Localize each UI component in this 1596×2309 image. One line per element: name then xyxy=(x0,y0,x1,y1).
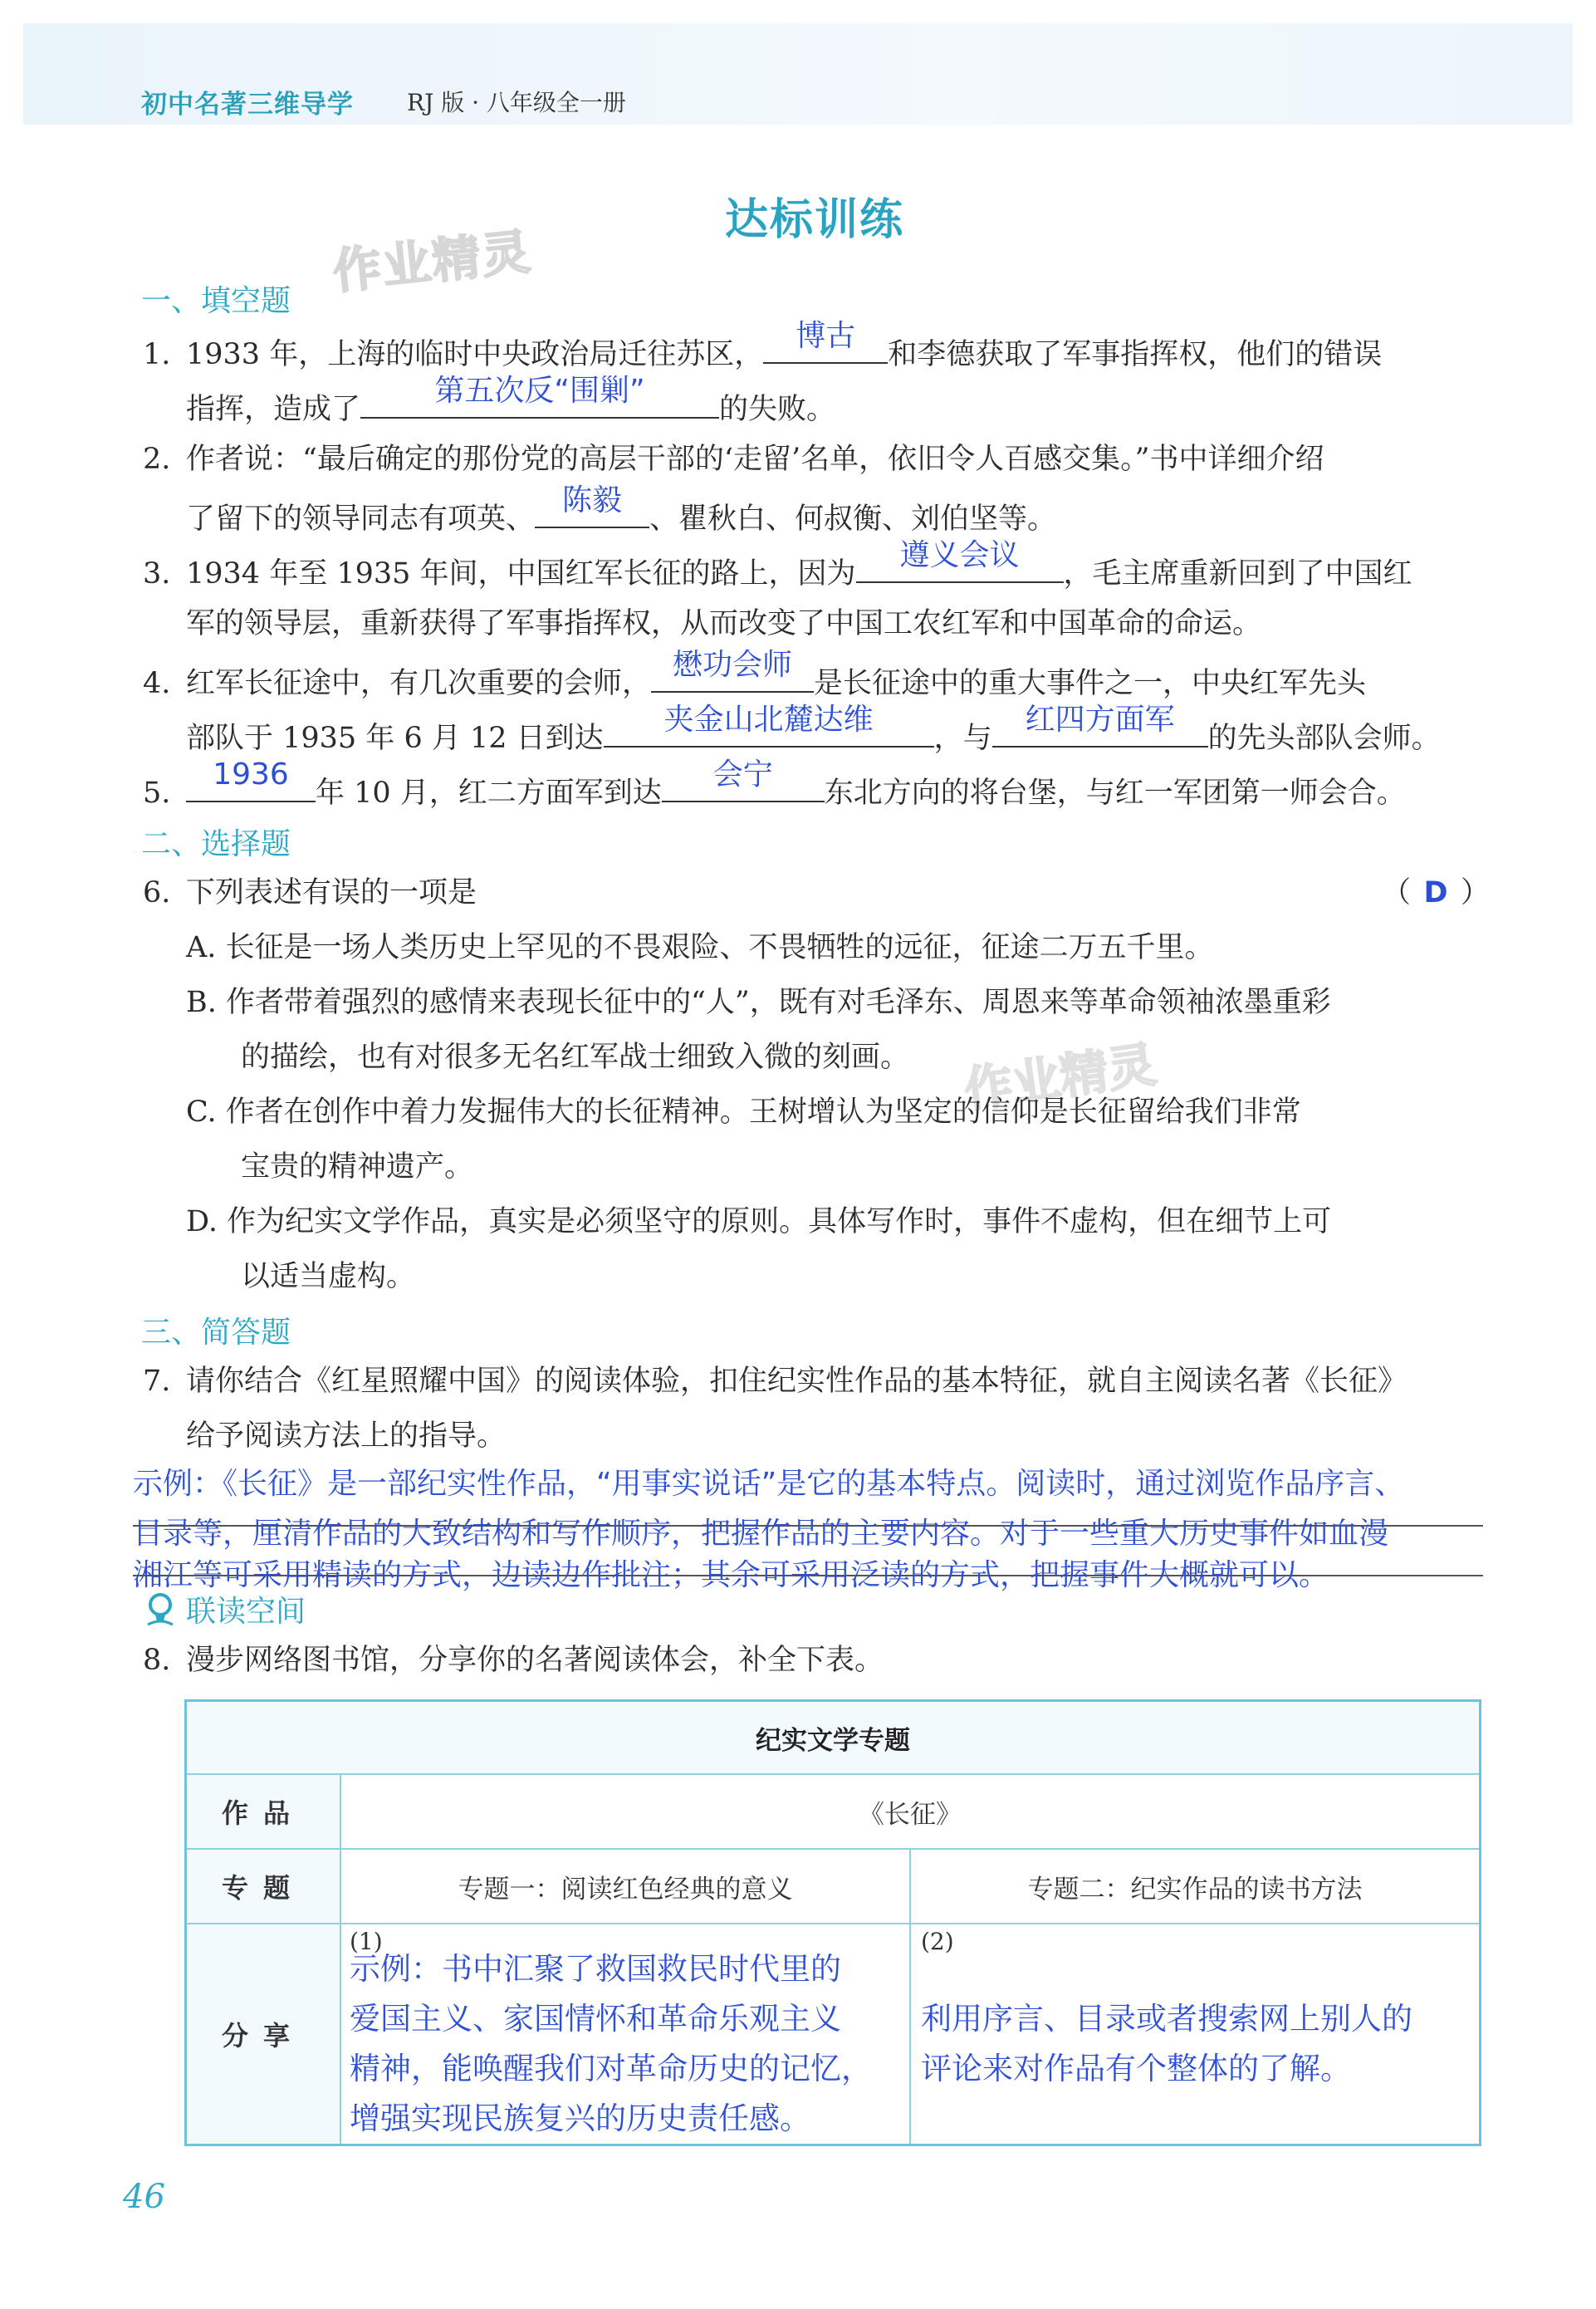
question-text: ，与 xyxy=(933,722,992,755)
answer-blank[interactable] xyxy=(186,757,316,802)
question-number: 6. xyxy=(143,876,171,909)
handwritten-answer: 懋功会师 xyxy=(673,648,793,682)
handwritten-answer: 1936 xyxy=(213,757,289,792)
handwritten-answer: 陈毅 xyxy=(562,483,623,517)
page-number: 46 xyxy=(123,2178,165,2216)
question-4-line-1 xyxy=(143,648,1367,704)
question-6-stem xyxy=(143,872,477,914)
share-number-2: (2) xyxy=(921,1928,954,1955)
option-a[interactable]: A. 长征是一场人类历史上罕见的不畏艰险、不畏牺牲的远征，征途二万五千里。 xyxy=(186,931,1214,964)
question-3-line-2 xyxy=(186,603,1261,645)
question-text: 1933 年，上海的临时中央政治局迁往苏区， xyxy=(186,338,764,371)
share-answer-line: 精神，能唤醒我们对革命历史的记忆， xyxy=(350,2051,872,2086)
option-b-continued: 的描绘，也有对很多无名红军战士细致入微的刻画。 xyxy=(241,1041,910,1074)
answer-7-line-2[interactable]: 目录等，厘清作品的大致结构和写作顺序，把握作品的主要内容。对于一些重大历史事件如血漫 xyxy=(133,1517,1389,1551)
lightbulb-icon xyxy=(141,1590,179,1628)
answer-7-line-3[interactable]: 湘江等可采用精读的方式，边读边作批注；其余可采用泛读的方式，把握事件大概就可以。 xyxy=(133,1558,1329,1592)
answer-blank[interactable] xyxy=(856,538,1064,583)
question-6-answer-paren[interactable] xyxy=(1382,872,1490,914)
book-title: 初中名著三维导学 xyxy=(141,90,354,120)
edition-label: RJ 版 · 八年级全一册 xyxy=(407,89,626,116)
share-number-1: (1) xyxy=(350,1928,383,1955)
option-c[interactable]: C. 作者在创作中着力发掘伟大的长征精神。王树增认为坚定的信仰是长征留给我们非常 xyxy=(186,1096,1301,1129)
question-3-line-1 xyxy=(143,538,1412,595)
question-text: 红军长征途中，有几次重要的会师， xyxy=(186,667,652,700)
handwritten-answer: 红四方面军 xyxy=(1025,703,1175,737)
answer-blank[interactable] xyxy=(651,648,814,693)
question-text: 漫步网络图书馆，分享你的名著阅读体会，补全下表。 xyxy=(186,1644,884,1677)
question-text: 的先头部队会师。 xyxy=(1207,722,1441,755)
option-c-continued: 宝贵的精神遗产。 xyxy=(241,1150,474,1184)
question-number: 1. xyxy=(143,338,171,371)
question-text: 1934 年至 1935 年间，中国红军长征的路上，因为 xyxy=(186,557,856,591)
paren-close: ） xyxy=(1461,876,1491,909)
watermark: 作业精灵 xyxy=(330,223,535,301)
table-title: 纪实文学专题 xyxy=(187,1702,1479,1775)
question-number: 3. xyxy=(143,557,171,591)
question-text: 、瞿秋白、何叔衡、刘伯坚等。 xyxy=(649,502,1057,536)
question-number: 7. xyxy=(143,1365,171,1398)
option-d-continued: 以适当虚构。 xyxy=(241,1260,416,1293)
handwritten-answer: 会宁 xyxy=(712,757,773,792)
share-answer-line: 爱国主义、家国情怀和革命乐观主义 xyxy=(350,2001,841,2037)
question-text: 年 10 月，红二方面军到达 xyxy=(316,777,662,810)
share-answer-line: 增强实现民族复兴的历史责任感。 xyxy=(350,2101,810,2136)
question-text: 请你结合《红星照耀中国》的阅读体验，扣住纪实性作品的基本特征，就自主阅读名著《长征》 xyxy=(186,1365,1408,1398)
question-2-line-2 xyxy=(186,483,1057,540)
choice-answer: D xyxy=(1423,876,1448,909)
question-4-line-2 xyxy=(186,703,1441,759)
section-fill-heading: 一、填空题 xyxy=(141,284,291,318)
question-text: 部队于 1935 年 6 月 12 日到达 xyxy=(186,722,604,755)
section-short-heading: 三、简答题 xyxy=(141,1316,291,1350)
section-link-heading: 联读空间 xyxy=(186,1595,306,1629)
answer-blank[interactable] xyxy=(992,703,1208,748)
answer-blank[interactable] xyxy=(360,374,719,419)
question-text: 作者说：“最后确定的那份党的高层干部的‘走留’名单，依旧令人百感交集。”书中详细介绍 xyxy=(186,443,1324,476)
watermark-secondary: 作业精灵 xyxy=(961,1036,1160,1119)
work-name: 《长征》 xyxy=(341,1775,1479,1850)
topic-two: 专题二：纪实作品的读书方法 xyxy=(911,1850,1479,1924)
answer-7-line-1[interactable]: 示例：《长征》是一部纪实性作品，“用事实说话”是它的基本特点。阅读时，通过浏览作品序言、 xyxy=(133,1467,1405,1501)
answer-blank[interactable] xyxy=(763,319,888,364)
question-text: 的失败。 xyxy=(719,393,836,426)
handwritten-answer: 第五次反“围剿” xyxy=(434,374,645,408)
handwritten-answer: 博古 xyxy=(796,319,856,353)
share-answer-line: 利用序言、目录或者搜索网上别人的 xyxy=(921,2001,1412,2037)
option-d[interactable]: D. 作为纪实文学作品，真实是必须坚守的原则。具体写作时，事件不虚构，但在细节上可 xyxy=(186,1205,1332,1238)
question-text: 和李德获取了军事指挥权，他们的错误 xyxy=(888,338,1383,371)
question-number: 4. xyxy=(143,667,171,700)
row-label-share: 分享 xyxy=(187,1924,341,2144)
answer-blank[interactable] xyxy=(535,483,649,528)
section-choice-heading: 二、选择题 xyxy=(141,827,291,861)
share-answer-2 xyxy=(921,1994,1412,2094)
page-title: 达标训练 xyxy=(724,195,904,245)
paren-open: （ xyxy=(1382,876,1412,909)
question-text: ，毛主席重新回到了中国红 xyxy=(1063,557,1412,591)
topic-one: 专题一：阅读红色经典的意义 xyxy=(341,1850,911,1924)
question-number: 8. xyxy=(143,1644,171,1677)
reading-table xyxy=(184,1699,1481,2146)
row-label-topic: 专题 xyxy=(187,1850,341,1924)
answer-blank[interactable] xyxy=(662,757,825,802)
question-text: 指挥，造成了 xyxy=(186,393,361,426)
question-5-line-1 xyxy=(143,757,1406,814)
question-7-line-2: 给予阅读方法上的指导。 xyxy=(186,1419,507,1453)
question-text: 军的领导层，重新获得了军事指挥权，从而改变了中国工农红军和中国革命的命运。 xyxy=(186,607,1262,640)
share-answer-line: 示例：书中汇聚了救国救民时代里的 xyxy=(350,1951,841,1987)
question-1-line-1 xyxy=(143,319,1383,375)
question-number: 2. xyxy=(143,443,171,476)
share-answer-line: 评论来对作品有个整体的了解。 xyxy=(921,2051,1351,2086)
question-text: 是长征途中的重大事件之一，中央红军先头 xyxy=(814,667,1367,700)
handwritten-answer: 夹金山北麓达维 xyxy=(663,703,874,737)
option-b[interactable]: B. 作者带着强烈的感情来表现长征中的“人”，既有对毛泽东、周恩来等革命领袖浓墨重彩 xyxy=(186,986,1331,1019)
question-text: 了留下的领导同志有项英、 xyxy=(186,502,536,536)
share-answer-1 xyxy=(350,1944,872,2144)
question-text: 东北方向的将台堡，与红一军团第一师会合。 xyxy=(824,777,1406,810)
question-text: 下列表述有误的一项是 xyxy=(186,876,477,909)
question-7-line-1 xyxy=(143,1360,1407,1402)
row-label-work: 作品 xyxy=(187,1775,341,1850)
question-1-line-2 xyxy=(186,374,836,430)
question-2-line-1 xyxy=(143,439,1324,480)
question-number: 5. xyxy=(143,777,171,810)
question-8-stem xyxy=(143,1640,884,1681)
handwritten-answer: 遵义会议 xyxy=(899,538,1020,572)
answer-blank[interactable] xyxy=(604,703,934,748)
